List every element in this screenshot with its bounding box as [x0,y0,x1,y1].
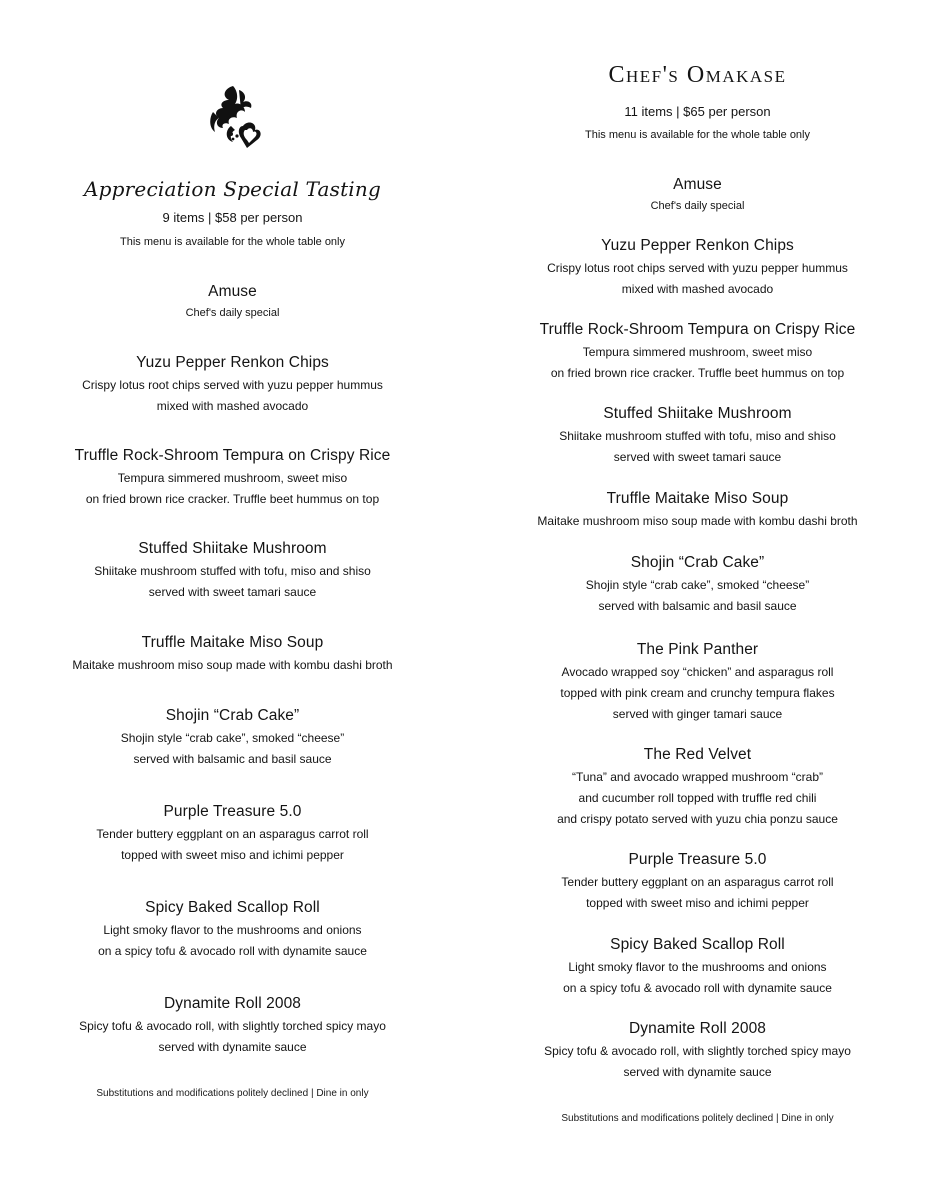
right-item-miso-soup [515,489,880,532]
item-desc: Maitake mushroom miso soup made with kombu dashi broth [72,658,393,672]
item-name: Truffle Maitake Miso Soup [606,490,789,507]
right-menu-note: This menu is available for the whole table only [584,129,810,141]
left-item-crab-cake [40,706,425,770]
item-desc: Spicy tofu & avocado roll, with slightly torched spicy mayo served with dynamite sauce [544,1044,851,1079]
item-desc: Shiitake mushroom stuffed with tofu, miso and shiso served with sweet tamari sauce [94,564,371,599]
item-desc: Tender buttery eggplant on an asparagus carrot roll topped with sweet miso and ichimi pepper [561,875,834,910]
item-name: Truffle Maitake Miso Soup [141,634,324,651]
item-name: Dynamite Roll 2008 [163,995,302,1012]
left-item-dynamite-roll [40,994,425,1058]
left-item-shiitake [40,539,425,603]
right-item-rock-shroom [515,320,880,384]
item-name: Truffle Rock-Shroom Tempura on Crispy Rice [74,447,391,464]
right-menu-footer: Substitutions and modifications politely declined | Dine in only [561,1113,834,1124]
left-item-scallop-roll [40,898,425,962]
item-desc: Shiitake mushroom stuffed with tofu, miso and shiso served with sweet tamari sauce [559,429,836,464]
item-name: Amuse [208,283,257,300]
item-name: Amuse [673,176,722,193]
left-item-renkon-chips [40,353,425,417]
right-item-purple-treasure [515,850,880,914]
item-desc: Maitake mushroom miso soup made with kombu dashi broth [537,514,858,528]
item-name: Spicy Baked Scallop Roll [610,936,785,953]
item-desc: Chef's daily special [650,200,745,212]
item-name: Stuffed Shiitake Mushroom [138,540,327,557]
right-menu-price: 11 items | $65 per person [624,104,771,119]
item-name: Purple Treasure 5.0 [163,803,302,820]
item-name: Yuzu Pepper Renkon Chips [136,354,329,371]
left-item-amuse [40,282,425,322]
item-name: Spicy Baked Scallop Roll [145,899,320,916]
left-menu-title: Appreciation Special Tasting [84,177,381,201]
item-name: Dynamite Roll 2008 [628,1020,767,1037]
left-menu-note: This menu is available for the whole table only [119,236,345,248]
restaurant-logo [203,82,267,152]
left-menu-price: 9 items | $58 per person [162,210,303,225]
item-desc: Tender buttery eggplant on an asparagus carrot roll topped with sweet miso and ichimi pepper [96,827,369,862]
item-name: Purple Treasure 5.0 [628,851,767,868]
right-item-crab-cake [515,553,880,617]
item-name: Stuffed Shiitake Mushroom [603,405,792,422]
right-menu-title: Chef's Omakase [608,62,787,88]
item-name: Yuzu Pepper Renkon Chips [601,237,794,254]
right-item-shiitake [515,404,880,468]
left-menu-footer: Substitutions and modifications politely declined | Dine in only [96,1088,369,1099]
right-item-amuse [515,175,880,215]
right-item-dynamite-roll [515,1019,880,1083]
right-item-renkon-chips [515,236,880,300]
item-desc: Spicy tofu & avocado roll, with slightly torched spicy mayo served with dynamite sauce [79,1019,386,1054]
item-desc: Crispy lotus root chips served with yuzu pepper hummus mixed with mashed avocado [82,378,383,413]
item-name: Shojin “Crab Cake” [165,707,300,724]
right-item-scallop-roll [515,935,880,999]
item-desc: Shojin style “crab cake”, smoked “cheese” served with balsamic and basil sauce [585,578,810,613]
item-desc: Tempura simmered mushroom, sweet miso on fried brown rice cracker. Truffle beet hummus on top [550,345,845,380]
item-name: The Red Velvet [643,746,752,763]
item-desc: Light smoky flavor to the mushrooms and onions on a spicy tofu & avocado roll with dynamite sauce [563,960,832,995]
left-item-purple-treasure [40,802,425,866]
item-name: Truffle Rock-Shroom Tempura on Crispy Rice [539,321,856,338]
left-item-miso-soup [40,633,425,676]
item-name: The Pink Panther [636,641,759,658]
item-desc: Tempura simmered mushroom, sweet miso on fried brown rice cracker. Truffle beet hummus on top [85,471,380,506]
item-desc: Light smoky flavor to the mushrooms and onions on a spicy tofu & avocado roll with dynamite sauce [98,923,367,958]
item-desc: Avocado wrapped soy “chicken” and asparagus roll topped with pink cream and crunchy tempura flakes served with ginger tamari sauce [560,665,835,721]
item-desc: “Tuna” and avocado wrapped mushroom “crab” and cucumber roll topped with truffle red chili and crispy potato served with yuzu chia ponzu sauce [557,770,838,826]
item-name: Shojin “Crab Cake” [630,554,765,571]
item-desc: Crispy lotus root chips served with yuzu pepper hummus mixed with mashed avocado [547,261,848,296]
item-desc: Chef's daily special [185,307,280,319]
left-item-rock-shroom [40,446,425,510]
right-item-pink-panther [515,640,880,725]
right-item-red-velvet [515,745,880,830]
item-desc: Shojin style “crab cake”, smoked “cheese” served with balsamic and basil sauce [120,731,345,766]
